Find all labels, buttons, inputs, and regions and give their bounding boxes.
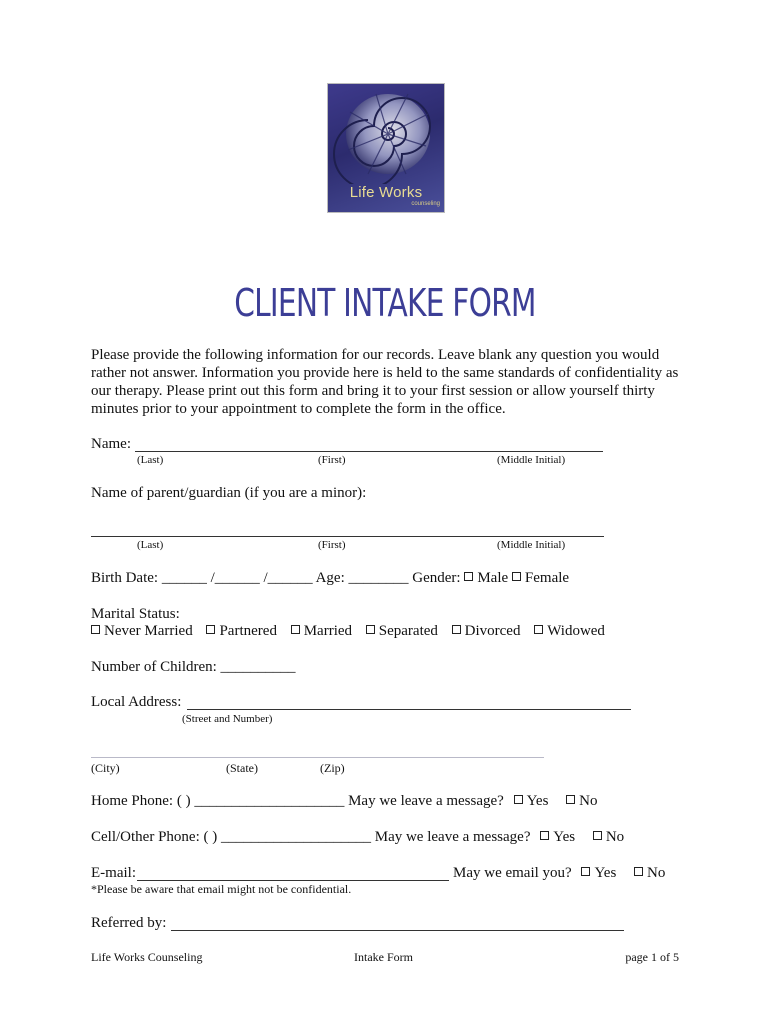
gender-label: Gender:: [412, 570, 461, 586]
marital-option-divorced[interactable]: Divorced: [452, 623, 521, 639]
email-input-line[interactable]: [137, 880, 449, 881]
name-last-caption: (Last): [137, 454, 164, 466]
cell-phone-row: [91, 829, 624, 846]
email-yes[interactable]: Yes: [581, 865, 616, 881]
gender-female-option[interactable]: Female: [512, 570, 569, 586]
checkbox-icon[interactable]: [514, 795, 523, 804]
cell-phone-field[interactable]: Cell/Other Phone: ( ) ____________________: [91, 829, 371, 845]
checkbox-icon[interactable]: [566, 795, 575, 804]
email-label: E-mail:: [91, 865, 136, 881]
marital-options: [91, 623, 605, 640]
name-middle-caption: (Middle Initial): [497, 454, 566, 466]
name-first-caption: (First): [318, 454, 346, 466]
logo: [327, 83, 445, 213]
cell-phone-no[interactable]: No: [593, 829, 624, 845]
name-input-line[interactable]: [135, 451, 603, 452]
gender-male-option[interactable]: Male: [464, 570, 508, 586]
checkbox-icon[interactable]: [206, 625, 215, 634]
footer-page-number: page 1 of 5: [625, 950, 679, 964]
checkbox-icon[interactable]: [91, 625, 100, 634]
city-input-line[interactable]: [91, 757, 544, 758]
guardian-last-caption: (Last): [137, 539, 164, 551]
footer-left: Life Works Counseling: [91, 950, 203, 964]
state-caption: (State): [226, 761, 258, 775]
checkbox-icon[interactable]: [366, 625, 375, 634]
guardian-first-caption: (First): [318, 539, 346, 551]
email-question: May we email you?: [453, 865, 572, 881]
cell-phone-yes[interactable]: Yes: [540, 829, 575, 845]
cell-phone-question: May we leave a message?: [374, 829, 531, 845]
city-caption: (City): [91, 761, 120, 775]
email-question-row: [453, 865, 665, 882]
age-field[interactable]: Age: ________: [315, 570, 409, 586]
address-label: Local Address:: [91, 694, 182, 710]
street-input-line[interactable]: [187, 709, 631, 710]
zip-caption: (Zip): [320, 761, 345, 775]
checkbox-icon[interactable]: [452, 625, 461, 634]
referred-input-line[interactable]: [171, 930, 624, 931]
checkbox-icon[interactable]: [464, 572, 473, 581]
birth-date-field[interactable]: Birth Date: ______ /______ /______: [91, 570, 313, 586]
home-phone-row: [91, 793, 598, 810]
marital-option-widowed[interactable]: Widowed: [534, 623, 605, 639]
home-phone-question: May we leave a message?: [348, 793, 504, 809]
intro-paragraph: Please provide the following information for our records. Leave blank any question you would rather not answer. Information you provide here is held to the same standards of confidentiality as our therapy. Please print out this form and bring it to your first session or allow yourself thirty minutes prior to your appointment to complete the form in the office.: [91, 347, 679, 417]
checkbox-icon[interactable]: [291, 625, 300, 634]
marital-option-partnered[interactable]: Partnered: [206, 623, 276, 639]
nautilus-shell-icon: [328, 84, 444, 184]
email-note: *Please be aware that email might not be confidential.: [91, 882, 352, 896]
checkbox-icon[interactable]: [534, 625, 543, 634]
checkbox-icon[interactable]: [540, 831, 549, 840]
guardian-input-line[interactable]: [91, 536, 604, 537]
logo-subtitle: counseling: [411, 201, 440, 207]
checkbox-icon[interactable]: [581, 867, 590, 876]
street-caption: (Street and Number): [182, 713, 273, 725]
marital-option-separated[interactable]: Separated: [366, 623, 438, 639]
page-title: CLIENT INTAKE FORM: [234, 281, 536, 325]
footer-center: Intake Form: [354, 950, 413, 964]
logo-name: Life Works: [349, 184, 423, 201]
children-field[interactable]: Number of Children: __________: [91, 659, 296, 675]
checkbox-icon[interactable]: [593, 831, 602, 840]
marital-option-never-married[interactable]: Never Married: [91, 623, 193, 639]
checkbox-icon[interactable]: [634, 867, 643, 876]
home-phone-yes[interactable]: Yes: [514, 793, 549, 809]
guardian-middle-caption: (Middle Initial): [497, 539, 566, 551]
home-phone-no[interactable]: No: [566, 793, 597, 809]
name-label: Name:: [91, 436, 131, 452]
referred-label: Referred by:: [91, 915, 167, 931]
marital-label: Marital Status:: [91, 606, 180, 622]
email-no[interactable]: No: [634, 865, 665, 881]
marital-option-married[interactable]: Married: [291, 623, 352, 639]
guardian-label: Name of parent/guardian (if you are a minor):: [91, 485, 367, 501]
home-phone-field[interactable]: Home Phone: ( ) ____________________: [91, 793, 345, 809]
checkbox-icon[interactable]: [512, 572, 521, 581]
birth-row: [91, 570, 569, 587]
